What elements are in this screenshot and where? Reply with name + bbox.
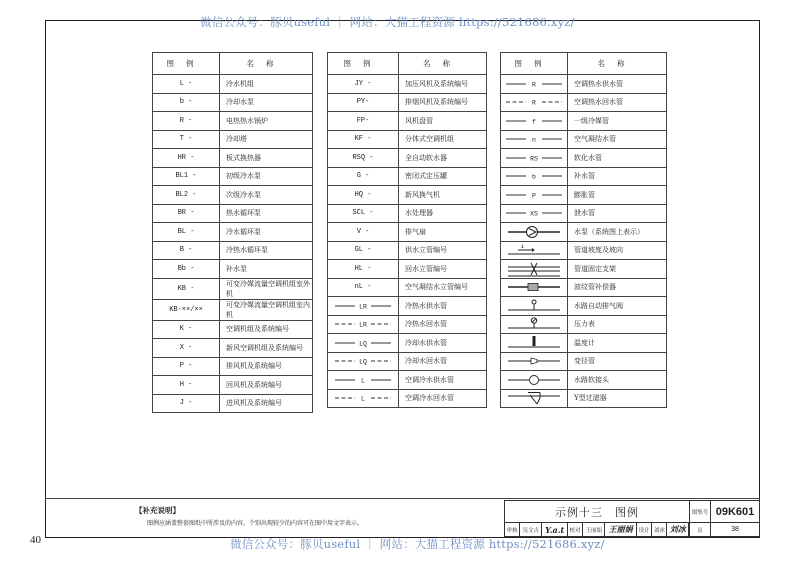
supplementary-notes <box>135 505 363 527</box>
legend-name: 管道坡度及坡向 <box>568 241 667 260</box>
svg-text:LR: LR <box>359 303 367 311</box>
svg-text:R: R <box>532 99 536 107</box>
legend-name: Y型过滤器 <box>568 389 667 408</box>
legend-name: 电热热水锅炉 <box>220 112 313 131</box>
legend-row <box>328 112 487 131</box>
legend-row <box>328 260 487 279</box>
solid-line-icon <box>501 130 568 149</box>
drawing-title: 示例十三 图例 <box>505 501 690 523</box>
legend-symbol: B - <box>153 241 220 260</box>
legend-symbol: X - <box>153 339 220 358</box>
pump-icon <box>501 223 568 242</box>
legend-row <box>328 186 487 205</box>
header-symbol: 图例 <box>328 53 399 75</box>
legend-row <box>153 112 313 131</box>
legend-row <box>501 75 667 94</box>
legend-name: 冷热水循环泵 <box>220 241 313 260</box>
legend-name: 次级冷水泵 <box>220 186 313 205</box>
flexible-joint-icon <box>501 371 568 390</box>
legend-row <box>328 167 487 186</box>
pressure-gauge-icon <box>501 315 568 334</box>
notes-body: 图例应涵盖整套图纸中所涉及的内容，个别出现较少的内容可在图中用文字表示。 <box>147 520 364 527</box>
designer-signature: 刘冰 <box>667 523 689 537</box>
legend-row <box>153 376 313 395</box>
legend-symbol: H - <box>153 376 220 395</box>
atlas-label: 图集号 <box>690 501 711 523</box>
legend-symbol: K - <box>153 320 220 339</box>
bellows-icon <box>501 278 568 297</box>
svg-text:LR: LR <box>359 321 367 329</box>
legend-row <box>328 241 487 260</box>
header-name: 名称 <box>220 53 313 75</box>
legend-row <box>328 93 487 112</box>
legend-row <box>153 186 313 205</box>
legend-name: 冷却水供水管 <box>399 334 487 353</box>
legend-symbol: BL2 - <box>153 186 220 205</box>
legend-row <box>328 297 487 316</box>
header-name: 名称 <box>399 53 487 75</box>
legend-symbol: BR - <box>153 204 220 223</box>
solid-pipe-line-icon <box>328 371 399 390</box>
solid-line-icon <box>501 149 568 168</box>
legend-symbol: P - <box>153 357 220 376</box>
svg-text:RS: RS <box>530 155 538 163</box>
legend-name: 供水立管编号 <box>399 241 487 260</box>
title-block <box>504 500 760 537</box>
legend-name: 冷却水泵 <box>220 93 313 112</box>
legend-table-1 <box>152 52 313 413</box>
legend-row <box>501 186 667 205</box>
atlas-code: 09K601 <box>711 501 760 523</box>
legend-name: 新风换气机 <box>399 186 487 205</box>
legend-row <box>501 315 667 334</box>
legend-row <box>153 204 313 223</box>
legend-row <box>153 260 313 279</box>
legend-row <box>501 389 667 408</box>
legend-name: 板式换热器 <box>220 149 313 168</box>
legend-name: 可变冷媒流量空调机组室内机 <box>220 299 313 320</box>
legend-name: 分体式空调机组 <box>399 130 487 149</box>
legend-symbol: Bb - <box>153 260 220 279</box>
legend-table-2 <box>327 52 487 408</box>
solid-line-icon <box>501 186 568 205</box>
legend-name: 风机盘管 <box>399 112 487 131</box>
legend-row <box>153 149 313 168</box>
legend-row <box>501 260 667 279</box>
legend-row <box>328 149 487 168</box>
legend-symbol: R - <box>153 112 220 131</box>
legend-symbol: GL - <box>328 241 399 260</box>
legend-name: 冷热水回水管 <box>399 315 487 334</box>
legend-symbol: HQ - <box>328 186 399 205</box>
reviewer-name: 吴文吉 <box>520 523 542 537</box>
legend-row <box>328 278 487 297</box>
legend-symbol: JY - <box>328 75 399 94</box>
page-number: 40 <box>30 534 41 546</box>
legend-row <box>153 357 313 376</box>
legend-row <box>501 352 667 371</box>
solid-pipe-line-icon <box>328 334 399 353</box>
y-strainer-icon <box>501 389 568 408</box>
svg-text:LQ: LQ <box>359 358 367 366</box>
solid-line-icon <box>501 112 568 131</box>
checker-name: 王丽娟 <box>583 523 605 537</box>
svg-text:L: L <box>361 377 365 385</box>
legend-name: 冷热水供水管 <box>399 297 487 316</box>
legend-name: 全自动软水器 <box>399 149 487 168</box>
legend-name: 空调冷水供水管 <box>399 371 487 390</box>
legend-row <box>328 315 487 334</box>
legend-name: 空调热水供水管 <box>568 75 667 94</box>
legend-name: 空调冷水回水管 <box>399 389 487 408</box>
legend-row <box>328 352 487 371</box>
dashed-pipe-line-icon <box>328 315 399 334</box>
legend-symbol: HL - <box>328 260 399 279</box>
legend-symbol: KB-××/×× <box>153 299 220 320</box>
legend-name: 一级冷媒管 <box>568 112 667 131</box>
watermark-top: 微信公众号：豚贝useful ｜ 网站：大猫工程资源 https://521686.xyz/ <box>200 15 575 29</box>
legend-name: 冷却塔 <box>220 130 313 149</box>
check-label: 校对 <box>567 523 582 537</box>
legend-name: 压力表 <box>568 315 667 334</box>
notes-divider <box>45 498 760 499</box>
header-name: 名称 <box>568 53 667 75</box>
legend-symbol: FP- <box>328 112 399 131</box>
legend-name: 进风机及系统编号 <box>220 394 313 413</box>
legend-name: 回水立管编号 <box>399 260 487 279</box>
legend-name: 新风空调机组及系统编号 <box>220 339 313 358</box>
legend-row <box>501 371 667 390</box>
legend-symbol: PY- <box>328 93 399 112</box>
legend-row <box>501 278 667 297</box>
legend-name: 空调热水回水管 <box>568 93 667 112</box>
legend-row <box>153 75 313 94</box>
legend-table-3 <box>500 52 667 408</box>
legend-name: 空气凝结水管 <box>568 130 667 149</box>
dashed-line-icon <box>501 93 568 112</box>
legend-row <box>153 167 313 186</box>
legend-row <box>153 130 313 149</box>
dashed-pipe-line-icon <box>328 352 399 371</box>
svg-text:b: b <box>532 173 536 181</box>
legend-row <box>328 204 487 223</box>
legend-name: 排烟风机及系统编号 <box>399 93 487 112</box>
legend-name: 冷水循环泵 <box>220 223 313 242</box>
svg-text:i: i <box>521 244 525 251</box>
legend-row <box>501 241 667 260</box>
legend-row <box>153 339 313 358</box>
air-vent-icon <box>501 297 568 316</box>
slope-icon <box>501 241 568 260</box>
legend-row <box>328 223 487 242</box>
designer-name: 刘冰 <box>652 523 667 537</box>
legend-row <box>153 241 313 260</box>
solid-pipe-line-icon <box>328 297 399 316</box>
svg-text:n: n <box>532 136 536 144</box>
legend-row <box>501 167 667 186</box>
legend-symbol: HR - <box>153 149 220 168</box>
legend-row <box>328 371 487 390</box>
legend-name: 热水循环泵 <box>220 204 313 223</box>
legend-row <box>328 130 487 149</box>
legend-name: 温度计 <box>568 334 667 353</box>
checker-signature: 王丽娟 <box>605 523 637 537</box>
solid-line-icon <box>501 204 568 223</box>
legend-row <box>153 223 313 242</box>
legend-row <box>328 334 487 353</box>
legend-symbol: BL - <box>153 223 220 242</box>
legend-name: 水处理器 <box>399 204 487 223</box>
design-label: 设计 <box>637 523 652 537</box>
fixed-support-icon <box>501 260 568 279</box>
legend-row <box>501 204 667 223</box>
legend-row <box>501 149 667 168</box>
legend-symbol: RSQ - <box>328 149 399 168</box>
legend-symbol: J - <box>153 394 220 413</box>
legend-row <box>153 320 313 339</box>
legend-name: 冷却水回水管 <box>399 352 487 371</box>
legend-row <box>501 297 667 316</box>
legend-symbol: V - <box>328 223 399 242</box>
legend-symbol: b - <box>153 93 220 112</box>
svg-text:P: P <box>532 192 536 200</box>
thermometer-icon <box>501 334 568 353</box>
legend-row <box>153 299 313 320</box>
header-symbol: 图例 <box>501 53 568 75</box>
dashed-pipe-line-icon <box>328 389 399 408</box>
legend-symbol: L - <box>153 75 220 94</box>
legend-symbol: T - <box>153 130 220 149</box>
legend-name: 水泵（系统图上表示） <box>568 223 667 242</box>
page-value: 38 <box>711 523 760 537</box>
legend-name: 水路自动排气阀 <box>568 297 667 316</box>
legend-name: 管道固定支架 <box>568 260 667 279</box>
svg-text:f: f <box>532 118 536 126</box>
svg-text:R: R <box>532 81 536 89</box>
legend-name: 软化水管 <box>568 149 667 168</box>
legend-row <box>153 394 313 413</box>
legend-row <box>328 389 487 408</box>
legend-name: 水路软接头 <box>568 371 667 390</box>
legend-symbol: nL - <box>328 278 399 297</box>
legend-row <box>153 278 313 299</box>
legend-name: 补水管 <box>568 167 667 186</box>
legend-name: 补水泵 <box>220 260 313 279</box>
legend-name: 膨胀管 <box>568 186 667 205</box>
review-label: 审核 <box>505 523 520 537</box>
legend-name: 变径管 <box>568 352 667 371</box>
legend-row <box>501 130 667 149</box>
legend-symbol: BL1 - <box>153 167 220 186</box>
legend-symbol: G - <box>328 167 399 186</box>
legend-row <box>153 93 313 112</box>
legend-symbol: KF - <box>328 130 399 149</box>
svg-text:L: L <box>361 395 365 403</box>
svg-text:LQ: LQ <box>359 340 367 348</box>
legend-name: 波纹管补偿器 <box>568 278 667 297</box>
legend-name: 加压风机及系统编号 <box>399 75 487 94</box>
page-label: 页 <box>690 523 711 537</box>
svg-text:XS: XS <box>530 210 538 218</box>
legend-name: 初级冷水泵 <box>220 167 313 186</box>
header-symbol: 图例 <box>153 53 220 75</box>
legend-row <box>328 75 487 94</box>
legend-row <box>501 93 667 112</box>
legend-name: 空调机组及系统编号 <box>220 320 313 339</box>
solid-line-icon <box>501 167 568 186</box>
legend-row <box>501 223 667 242</box>
legend-row <box>501 334 667 353</box>
legend-name: 排风机及系统编号 <box>220 357 313 376</box>
reducer-icon <box>501 352 568 371</box>
legend-row <box>501 112 667 131</box>
legend-name: 排气扇 <box>399 223 487 242</box>
reviewer-signature: Y.a.t <box>542 523 568 537</box>
legend-name: 泄水管 <box>568 204 667 223</box>
legend-name: 可变冷媒流量空调机组室外机 <box>220 278 313 299</box>
legend-name: 冷水机组 <box>220 75 313 94</box>
notes-title: 【补充说明】 <box>135 506 180 515</box>
legend-symbol: SCL - <box>328 204 399 223</box>
legend-symbol: KB - <box>153 278 220 299</box>
legend-name: 回风机及系统编号 <box>220 376 313 395</box>
solid-line-icon <box>501 75 568 94</box>
watermark-bottom: 微信公众号：豚贝useful ｜ 网站：大猫工程资源 https://521686.xyz/ <box>230 537 605 551</box>
legend-name: 密闭式定压罐 <box>399 167 487 186</box>
legend-name: 空气凝结水立管编号 <box>399 278 487 297</box>
